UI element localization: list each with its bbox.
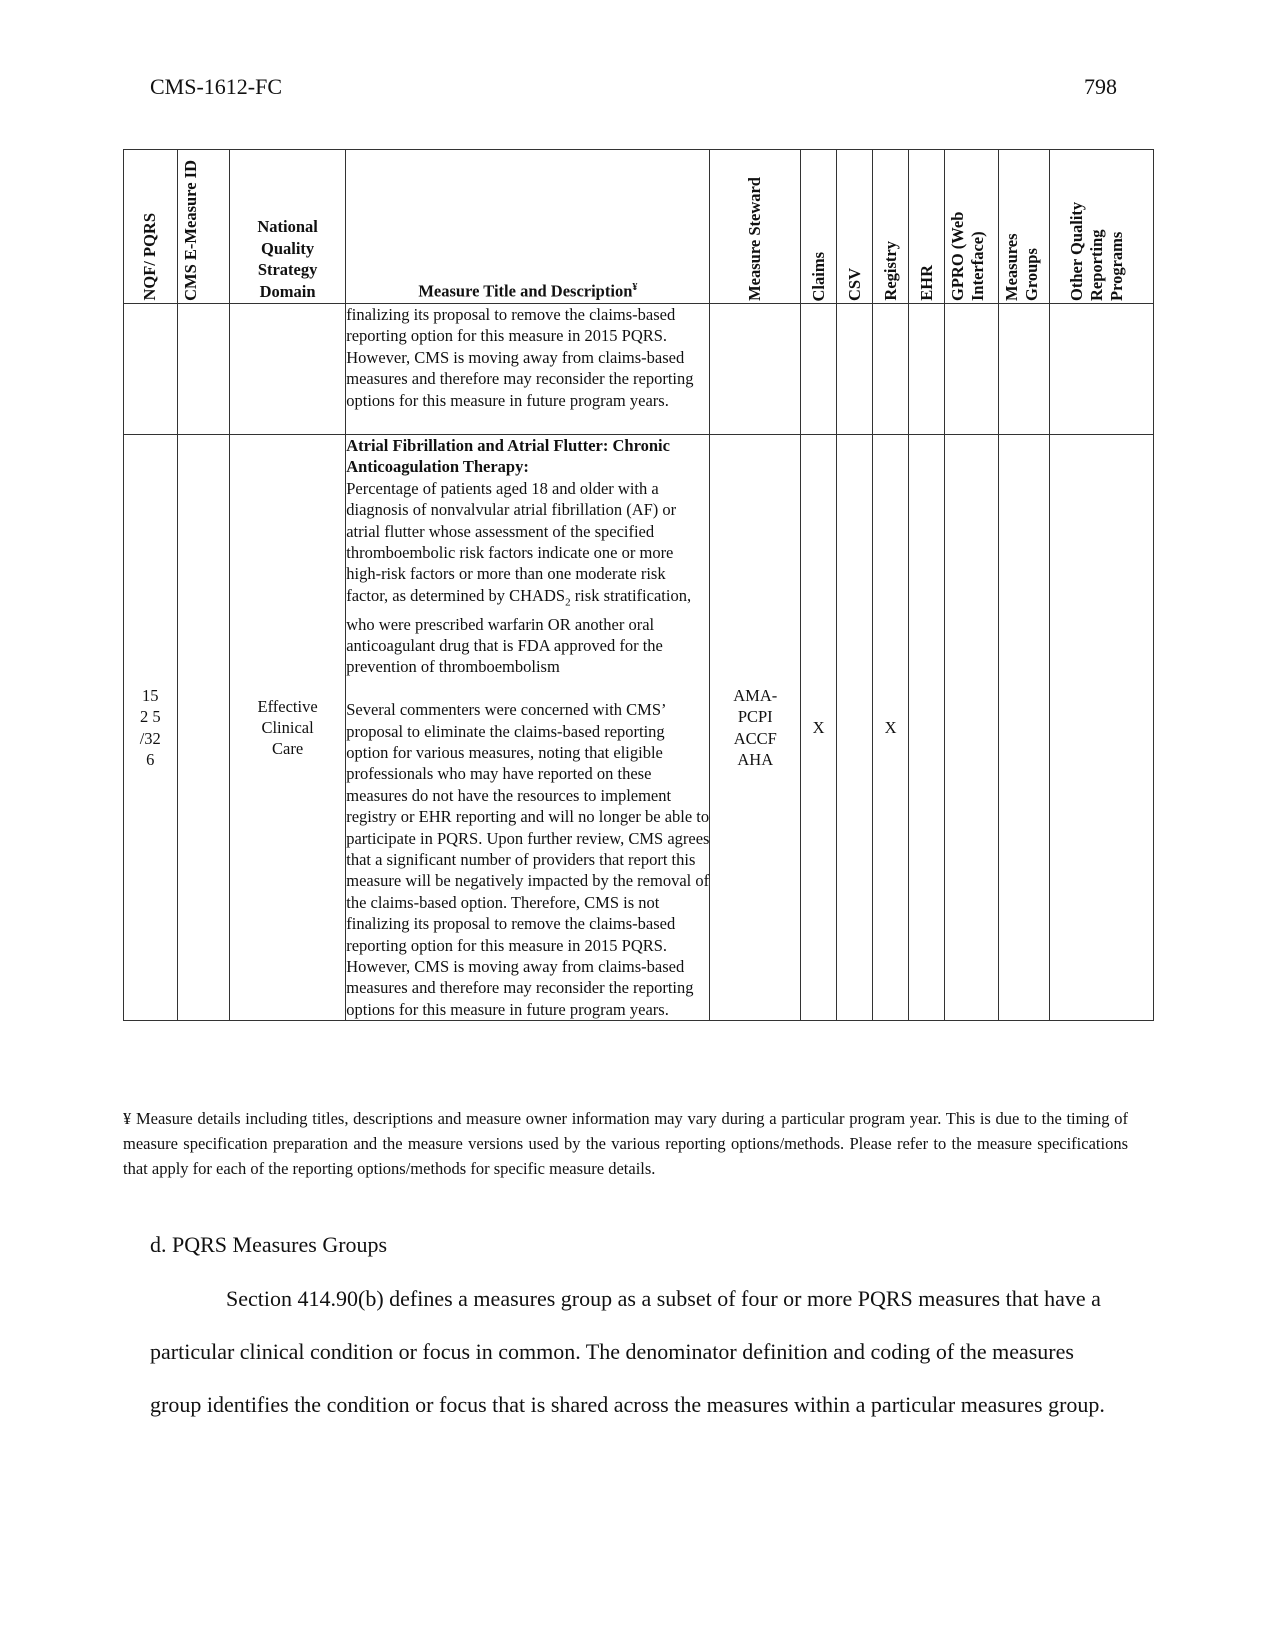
measure-description-cell [346, 435, 710, 1021]
col-header-other-programs: Other Quality Reporting Programs [1049, 150, 1153, 304]
table-footnote: ¥ Measure details including titles, descriptions and measure owner information may vary during a particular program year. This is due to the timing of measure specification preparation and the measure versions used by the various reporting options/methods. Please refer to the measure specifications that apply for each of the reporting options/methods for specific measure details. [123, 1109, 1128, 1178]
measures-groups-cell [998, 435, 1049, 1021]
table-row-continued [124, 304, 1154, 435]
measure-comment: Several commenters were concerned with CMS’ proposal to eliminate the claims-based reporting option for various measures, noting that eligible professionals who may have reported on these measures do not have the resources to implement registry or EHR reporting and will no longer be able to participate in PQRS. Upon further review, CMS agrees that a significant number of providers that report this measure will be negatively impacted by the removal of the claims-based option. Therefore, CMS is not finalizing its proposal to remove the claims-based reporting option for this measure in 2015 PQRS. However, CMS is moving away from claims-based measures and therefore may reconsider the reporting options for this measure in future program years. [346, 700, 710, 1019]
col-header-measure-title: Measure Title and Description¥ [346, 150, 710, 304]
gpro-cell [945, 435, 999, 1021]
measure-title: Atrial Fibrillation and Atrial Flutter: Chronic Anticoagulation Therapy: [346, 436, 670, 477]
measures-table [123, 149, 1154, 1021]
registry-cell: X [873, 435, 909, 1021]
section-heading: d. PQRS Measures Groups [150, 1232, 388, 1257]
domain-cell: Effective Clinical Care [229, 435, 345, 1021]
col-header-registry: Registry [873, 150, 909, 304]
nqf-pqrs-cell: 152 5 /32 6 [124, 435, 178, 1021]
other-programs-cell [1049, 435, 1153, 1021]
col-header-gpro: GPRO (Web Interface) [945, 150, 999, 304]
ehr-cell [909, 435, 945, 1021]
col-header-nqf-pqrs: NQF/ PQRS [124, 150, 178, 304]
measure-description: Percentage of patients aged 18 and older with a diagnosis of nonvalvular atrial fibrillation (AF) or atrial flutter whose assessment of the specified thromboembolic risk factors indicate one or more high-risk factors or more than one moderate risk factor, as determined by $CHADS_2$ risk stratification, who were prescribed warfarin OR another oral anticoagulant drug that is FDA approved for the prevention of thromboembolism [346, 478, 692, 677]
col-header-csv: CSV [837, 150, 873, 304]
csv-cell [837, 435, 873, 1021]
claims-cell: X [801, 435, 837, 1021]
document-id: CMS-1612-FC [150, 74, 283, 99]
page-number: 798 [1084, 74, 1117, 99]
cms-emeasure-id-cell [177, 435, 229, 1021]
col-header-ehr: EHR [909, 150, 945, 304]
col-header-claims: Claims [801, 150, 837, 304]
col-header-measures-groups: Measures Groups [998, 150, 1049, 304]
table-row-measure [124, 435, 1154, 1021]
continued-description: finalizing its proposal to remove the claims-based reporting option for this measure in 2015 PQRS. However, CMS is moving away from claims-based measures and therefore may reconsider the reporting options for this measure in future program years. [346, 304, 710, 435]
col-header-measure-steward: Measure Steward [710, 150, 801, 304]
col-header-cms-emeasure-id: CMS E-Measure ID [177, 150, 229, 304]
body-paragraph: Section 414.90(b) defines a measures group as a subset of four or more PQRS measures that have a particular clinical condition or focus in common. The denominator definition and coding of the measures group identifies the condition or focus that is shared across the measures within a particular measures group. [150, 1286, 1105, 1417]
table-header-row [124, 150, 1154, 304]
col-header-domain: National Quality Strategy Domain [229, 150, 345, 304]
steward-cell: AMA-PCPI ACCF AHA [710, 435, 801, 1021]
